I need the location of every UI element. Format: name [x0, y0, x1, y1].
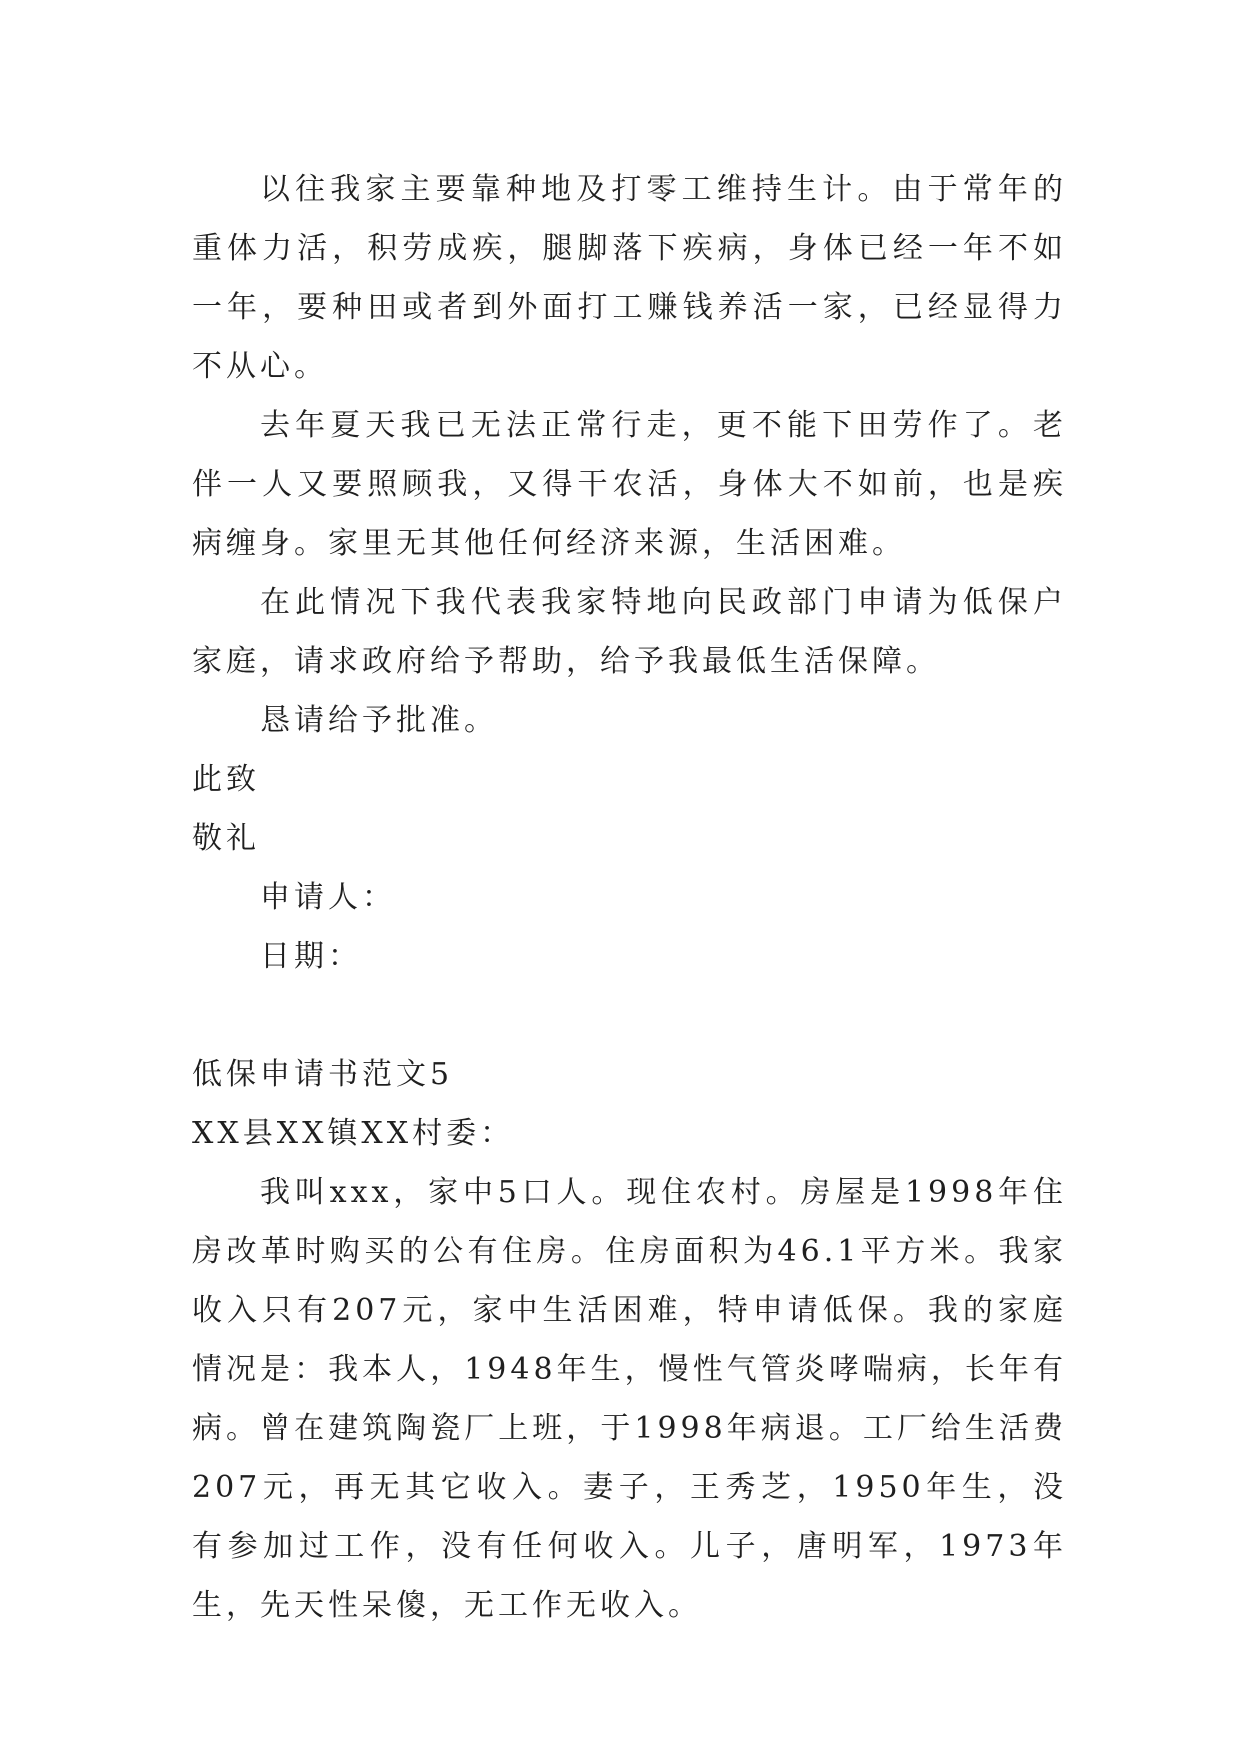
closing-salutation: 此致 — [192, 762, 260, 797]
paragraph-livelihood: 以往我家主要靠种地及打零工维持生计。由于常年的重体力活，积劳成疾，腿脚落下疾病，身体已经一年不如一年，要种田或者到外面打工赚钱养活一家，已经显得力不从心。 — [192, 172, 1067, 384]
date-label: 日期： — [260, 939, 362, 974]
section-title: 低保申请书范文5 — [192, 1057, 454, 1092]
closing-regards: 敬礼 — [192, 821, 260, 856]
paragraph-plea: 恳请给予批准。 — [260, 703, 498, 738]
addressee: XX县XX镇XX村委： — [192, 1116, 515, 1151]
paragraph-illness: 去年夏天我已无法正常行走，更不能下田劳作了。老伴一人又要照顾我，又得干农活，身体大不如前，也是疾病缠身。家里无其他任何经济来源，生活困难。 — [192, 408, 1067, 561]
section-spacer — [192, 986, 1067, 1045]
applicant-label: 申请人： — [260, 880, 396, 915]
document-body — [192, 160, 1067, 1635]
paragraph-family-situation: 我叫xxx，家中5口人。现住农村。房屋是1998年住房改革时购买的公有住房。住房面积为46.1平方米。我家收入只有207元，家中生活困难，特申请低保。我的家庭情况是：我本人，1948年生，慢性气管炎哮喘病，长年有病。曾在建筑陶瓷厂上班，于1998年病退。工厂给生活费207元，再无其它收入。妻子，王秀芝，1950年生，没有参加过工作，没有任何收入。儿子，唐明军，1973年生，先天性呆傻，无工作无收入。 — [192, 1175, 1067, 1623]
paragraph-request: 在此情况下我代表我家特地向民政部门申请为低保户家庭，请求政府给予帮助，给予我最低生活保障。 — [192, 585, 1067, 679]
